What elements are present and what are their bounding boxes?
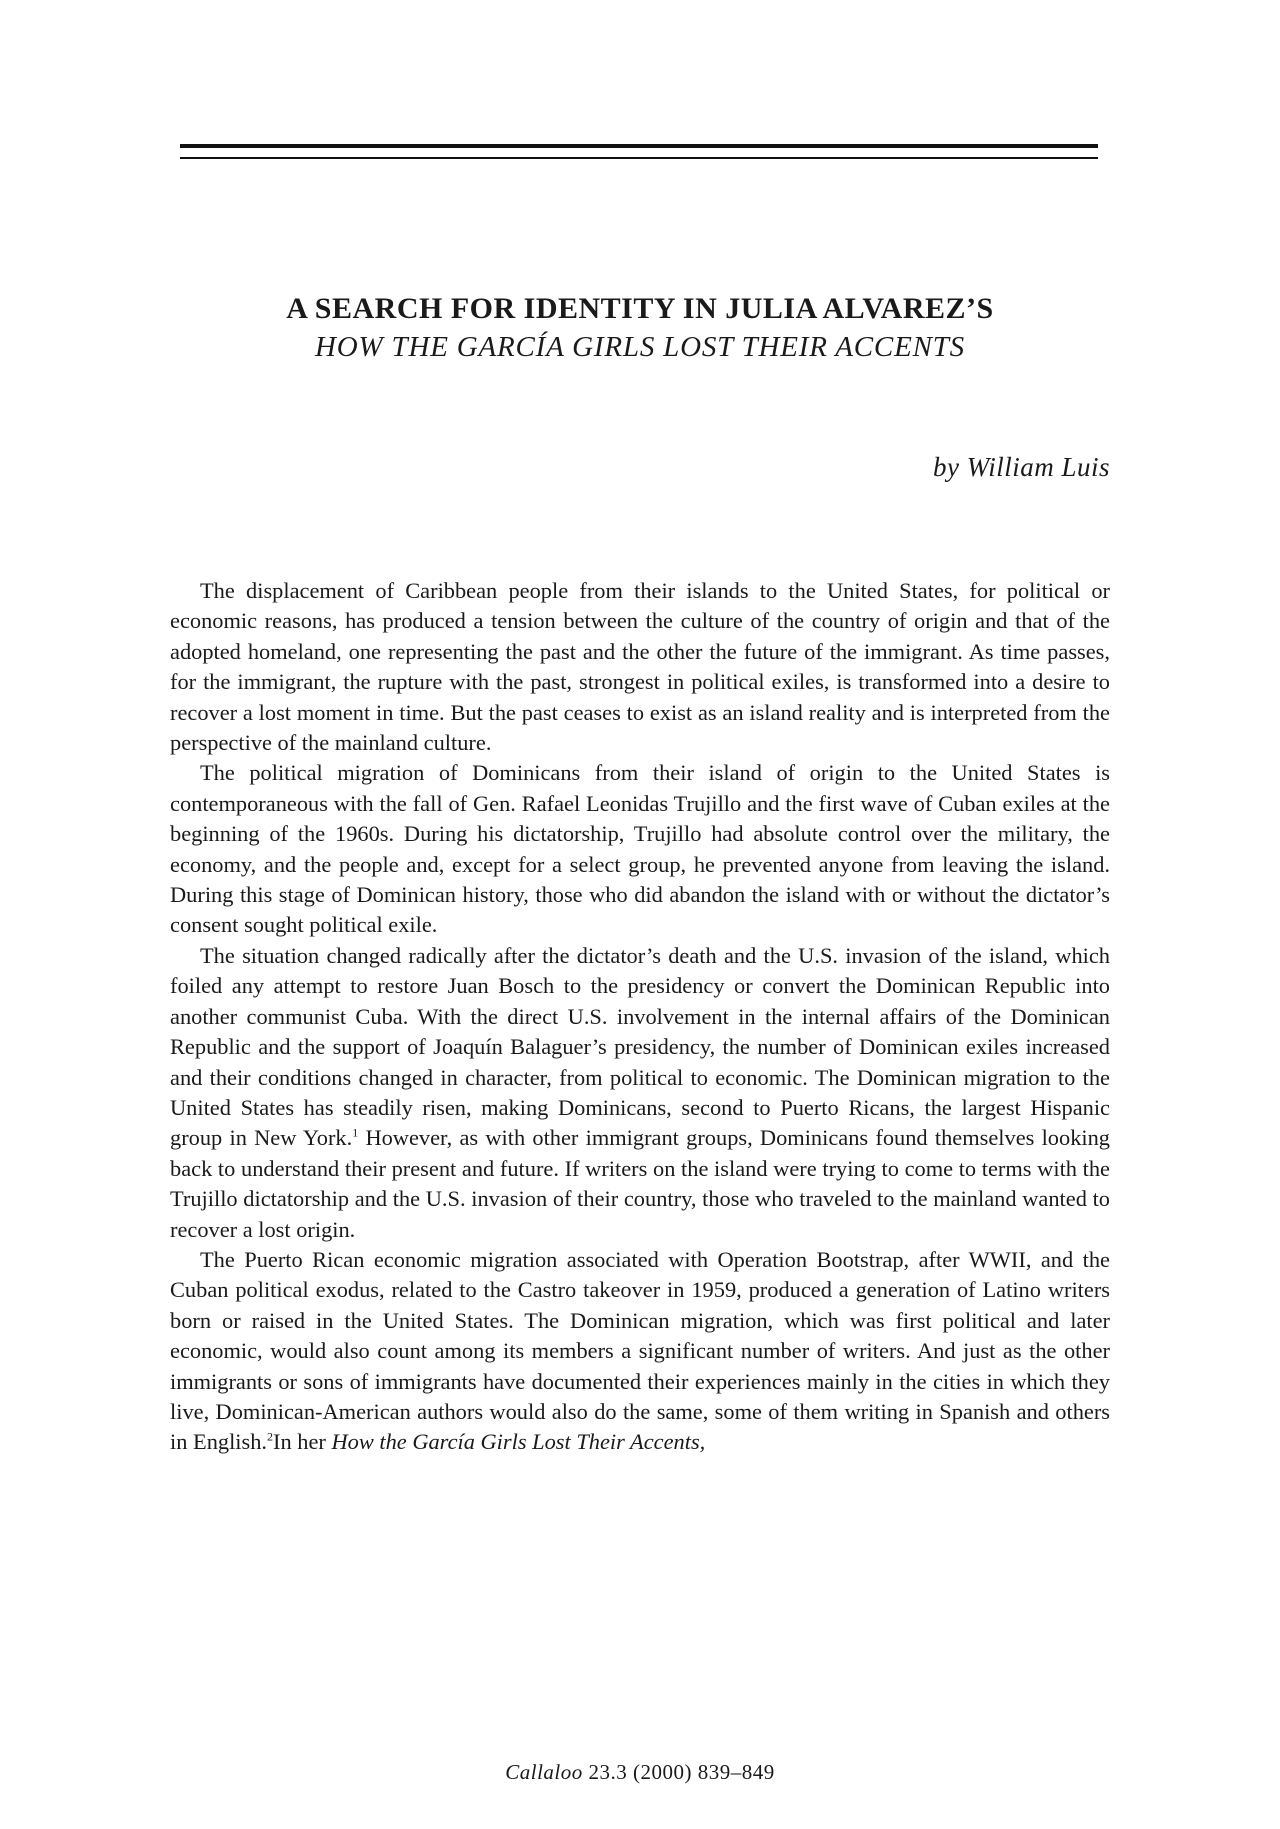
journal-name: Callaloo (505, 1760, 583, 1784)
footnote-marker-1: 1 (352, 1125, 359, 1140)
paragraph-4 (170, 1245, 1110, 1458)
book-title-italic: How the García Girls Lost Their Accents, (331, 1429, 706, 1455)
footnote-marker-2: 2 (267, 1429, 274, 1444)
paragraph-4-part-2: In her (273, 1429, 332, 1455)
title-subtitle: HOW THE GARCÍA GIRLS LOST THEIR ACCENTS (315, 331, 965, 363)
article-title (0, 290, 1280, 366)
citation-details: 23.3 (2000) 839–849 (582, 1760, 775, 1784)
journal-citation (0, 1760, 1280, 1785)
article-body (170, 576, 1110, 1458)
header-rule-thin (180, 157, 1098, 159)
header-rule-thick (180, 144, 1098, 148)
title-main: A SEARCH FOR IDENTITY IN JULIA ALVAREZ’S (286, 292, 994, 325)
paragraph-4-part-1: The Puerto Rican economic migration associated with Operation Bootstrap, after WWII, and the Cuban political exodus, related to the Castro takeover in 1959, produced a generation of Latino writers born or raised in the United States. The Dominican migration, which was first political and later economic, would also count among its members a significant number of writers. And just as the other immigrants or sons of immigrants have documented their experiences mainly in the cities in which they live, Dominican-American authors would also do the same, some of them writing in Spanish and others in English. (170, 1246, 1110, 1455)
author-byline: by William Luis (932, 452, 1110, 482)
paragraph-3-part-1: The situation changed radically after the dictator’s death and the U.S. invasion of the island, which foiled any attempt to restore Juan Bosch to the presidency or convert the Dominican Republic into another communist Cuba. With the direct U.S. involvement in the internal affairs of the Dominican Republic and the support of Joaquín Balaguer’s presidency, the number of Dominican exiles increased and their conditions changed in character, from political to economic. The Dominican migration to the United States has steadily risen, making Dominicans, second to Puerto Ricans, the largest Hispanic group in New York. (170, 942, 1110, 1151)
paragraph-2: The political migration of Dominicans from their island of origin to the United States is contemporaneous with the fall of Gen. Rafael Leonidas Trujillo and the first wave of Cuban exiles at the beginning of the 1960s. During his dictatorship, Trujillo had absolute control over the military, the economy, and the people and, except for a select group, he prevented anyone from leaving the island. During this stage of Dominican history, those who did abandon the island with or without the dictator’s consent sought political exile. (170, 760, 1110, 938)
paragraph-3-part-2: However, as with other immigrant groups, Dominicans found themselves looking back to understand their present and future. If writers on the island were trying to come to terms with the Trujillo dictatorship and the U.S. invasion of their country, those who traveled to the mainland wanted to recover a lost origin. (170, 1125, 1111, 1242)
paragraph-1: The displacement of Caribbean people from their islands to the United States, for political or economic reasons, has produced a tension between the culture of the country of origin and that of the adopted homeland, one representing the past and the other the future of the immigrant. As time passes, for the immigrant, the rupture with the past, strongest in political exiles, is transformed into a desire to recover a lost moment in time. But the past ceases to exist as an island reality and is interpreted from the perspective of the mainland culture. (170, 578, 1110, 756)
paragraph-3 (170, 941, 1110, 1245)
